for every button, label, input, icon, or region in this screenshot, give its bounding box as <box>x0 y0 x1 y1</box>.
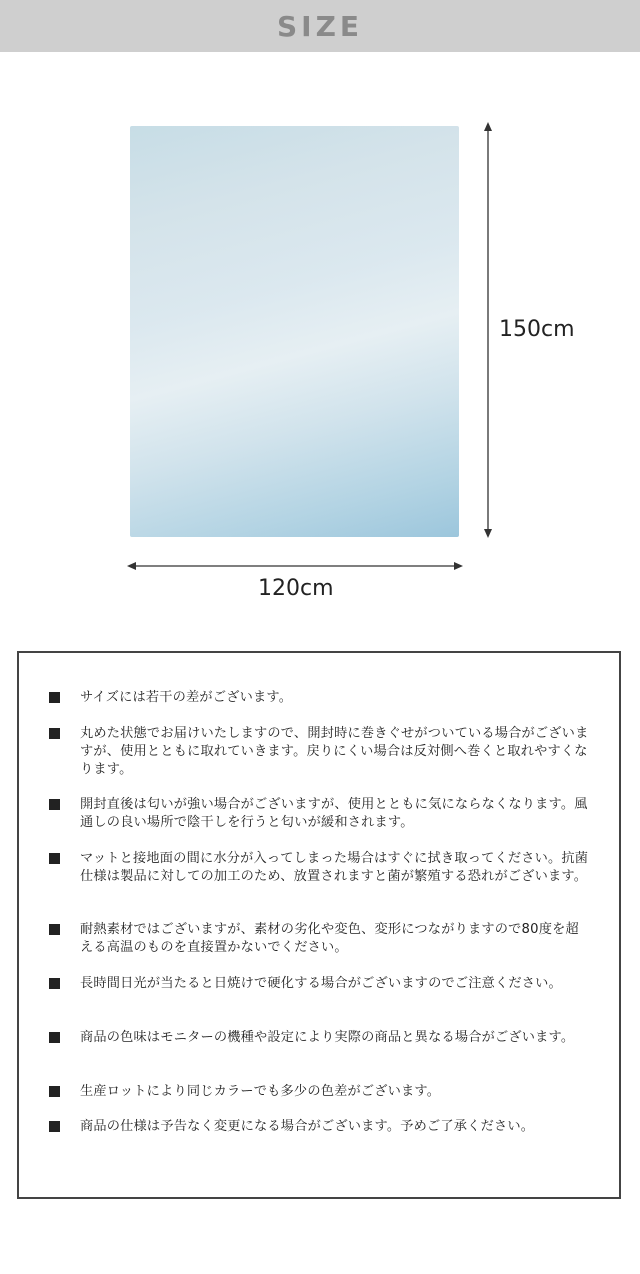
note-item <box>49 975 589 993</box>
note-text: 丸めた状態でお届けいたしますので、開封時に巻きぐせがついている場合がございますが、使用とともに取れていきます。戻りにくい場合は反対側へ巻くと取れやすくなります。 <box>80 726 589 777</box>
height-label: 150cm <box>499 317 575 342</box>
note-text: 商品の仕様は予告なく変更になる場合がございます。予めご了承ください。 <box>80 1119 535 1134</box>
note-text: 商品の色味はモニターの機種や設定により実際の商品と異なる場合がございます。 <box>80 1030 575 1045</box>
note-item <box>49 1083 589 1101</box>
product-mat-image <box>130 126 459 537</box>
square-bullet-icon <box>49 1032 60 1043</box>
note-item <box>49 921 589 957</box>
note-item <box>49 1029 589 1047</box>
note-item <box>49 1118 589 1136</box>
note-item <box>49 850 589 886</box>
section-header <box>0 0 640 52</box>
note-text: 長時間日光が当たると日焼けで硬化する場合がございますのでご注意ください。 <box>80 976 562 991</box>
square-bullet-icon <box>49 853 60 864</box>
note-text: 耐熱素材ではございますが、素材の劣化や変色、変形につながりますので80度を超える高温のものを直接置かないでください。 <box>80 922 579 955</box>
square-bullet-icon <box>49 1086 60 1097</box>
width-arrow-icon <box>125 558 465 574</box>
width-label: 120cm <box>258 576 334 601</box>
note-item <box>49 689 589 707</box>
note-text: 生産ロットにより同じカラーでも多少の色差がございます。 <box>80 1084 441 1099</box>
square-bullet-icon <box>49 799 60 810</box>
square-bullet-icon <box>49 728 60 739</box>
note-text: サイズには若干の差がございます。 <box>80 690 293 705</box>
note-text: 開封直後は匂いが強い場合がございますが、使用とともに気にならなくなります。風通しの良い場所で陰干しを行うと匂いが緩和されます。 <box>80 797 588 830</box>
notes-box <box>17 651 621 1199</box>
section-title: SIZE <box>276 9 363 43</box>
note-text: マットと接地面の間に水分が入ってしまった場合はすぐに拭き取ってください。抗菌仕様は製品に対しての加工のため、放置されますと菌が繁殖する恐れがございます。 <box>80 851 589 884</box>
square-bullet-icon <box>49 692 60 703</box>
square-bullet-icon <box>49 924 60 935</box>
note-item <box>49 725 589 779</box>
square-bullet-icon <box>49 978 60 989</box>
note-item <box>49 796 589 832</box>
height-arrow-icon <box>480 120 496 540</box>
square-bullet-icon <box>49 1121 60 1132</box>
